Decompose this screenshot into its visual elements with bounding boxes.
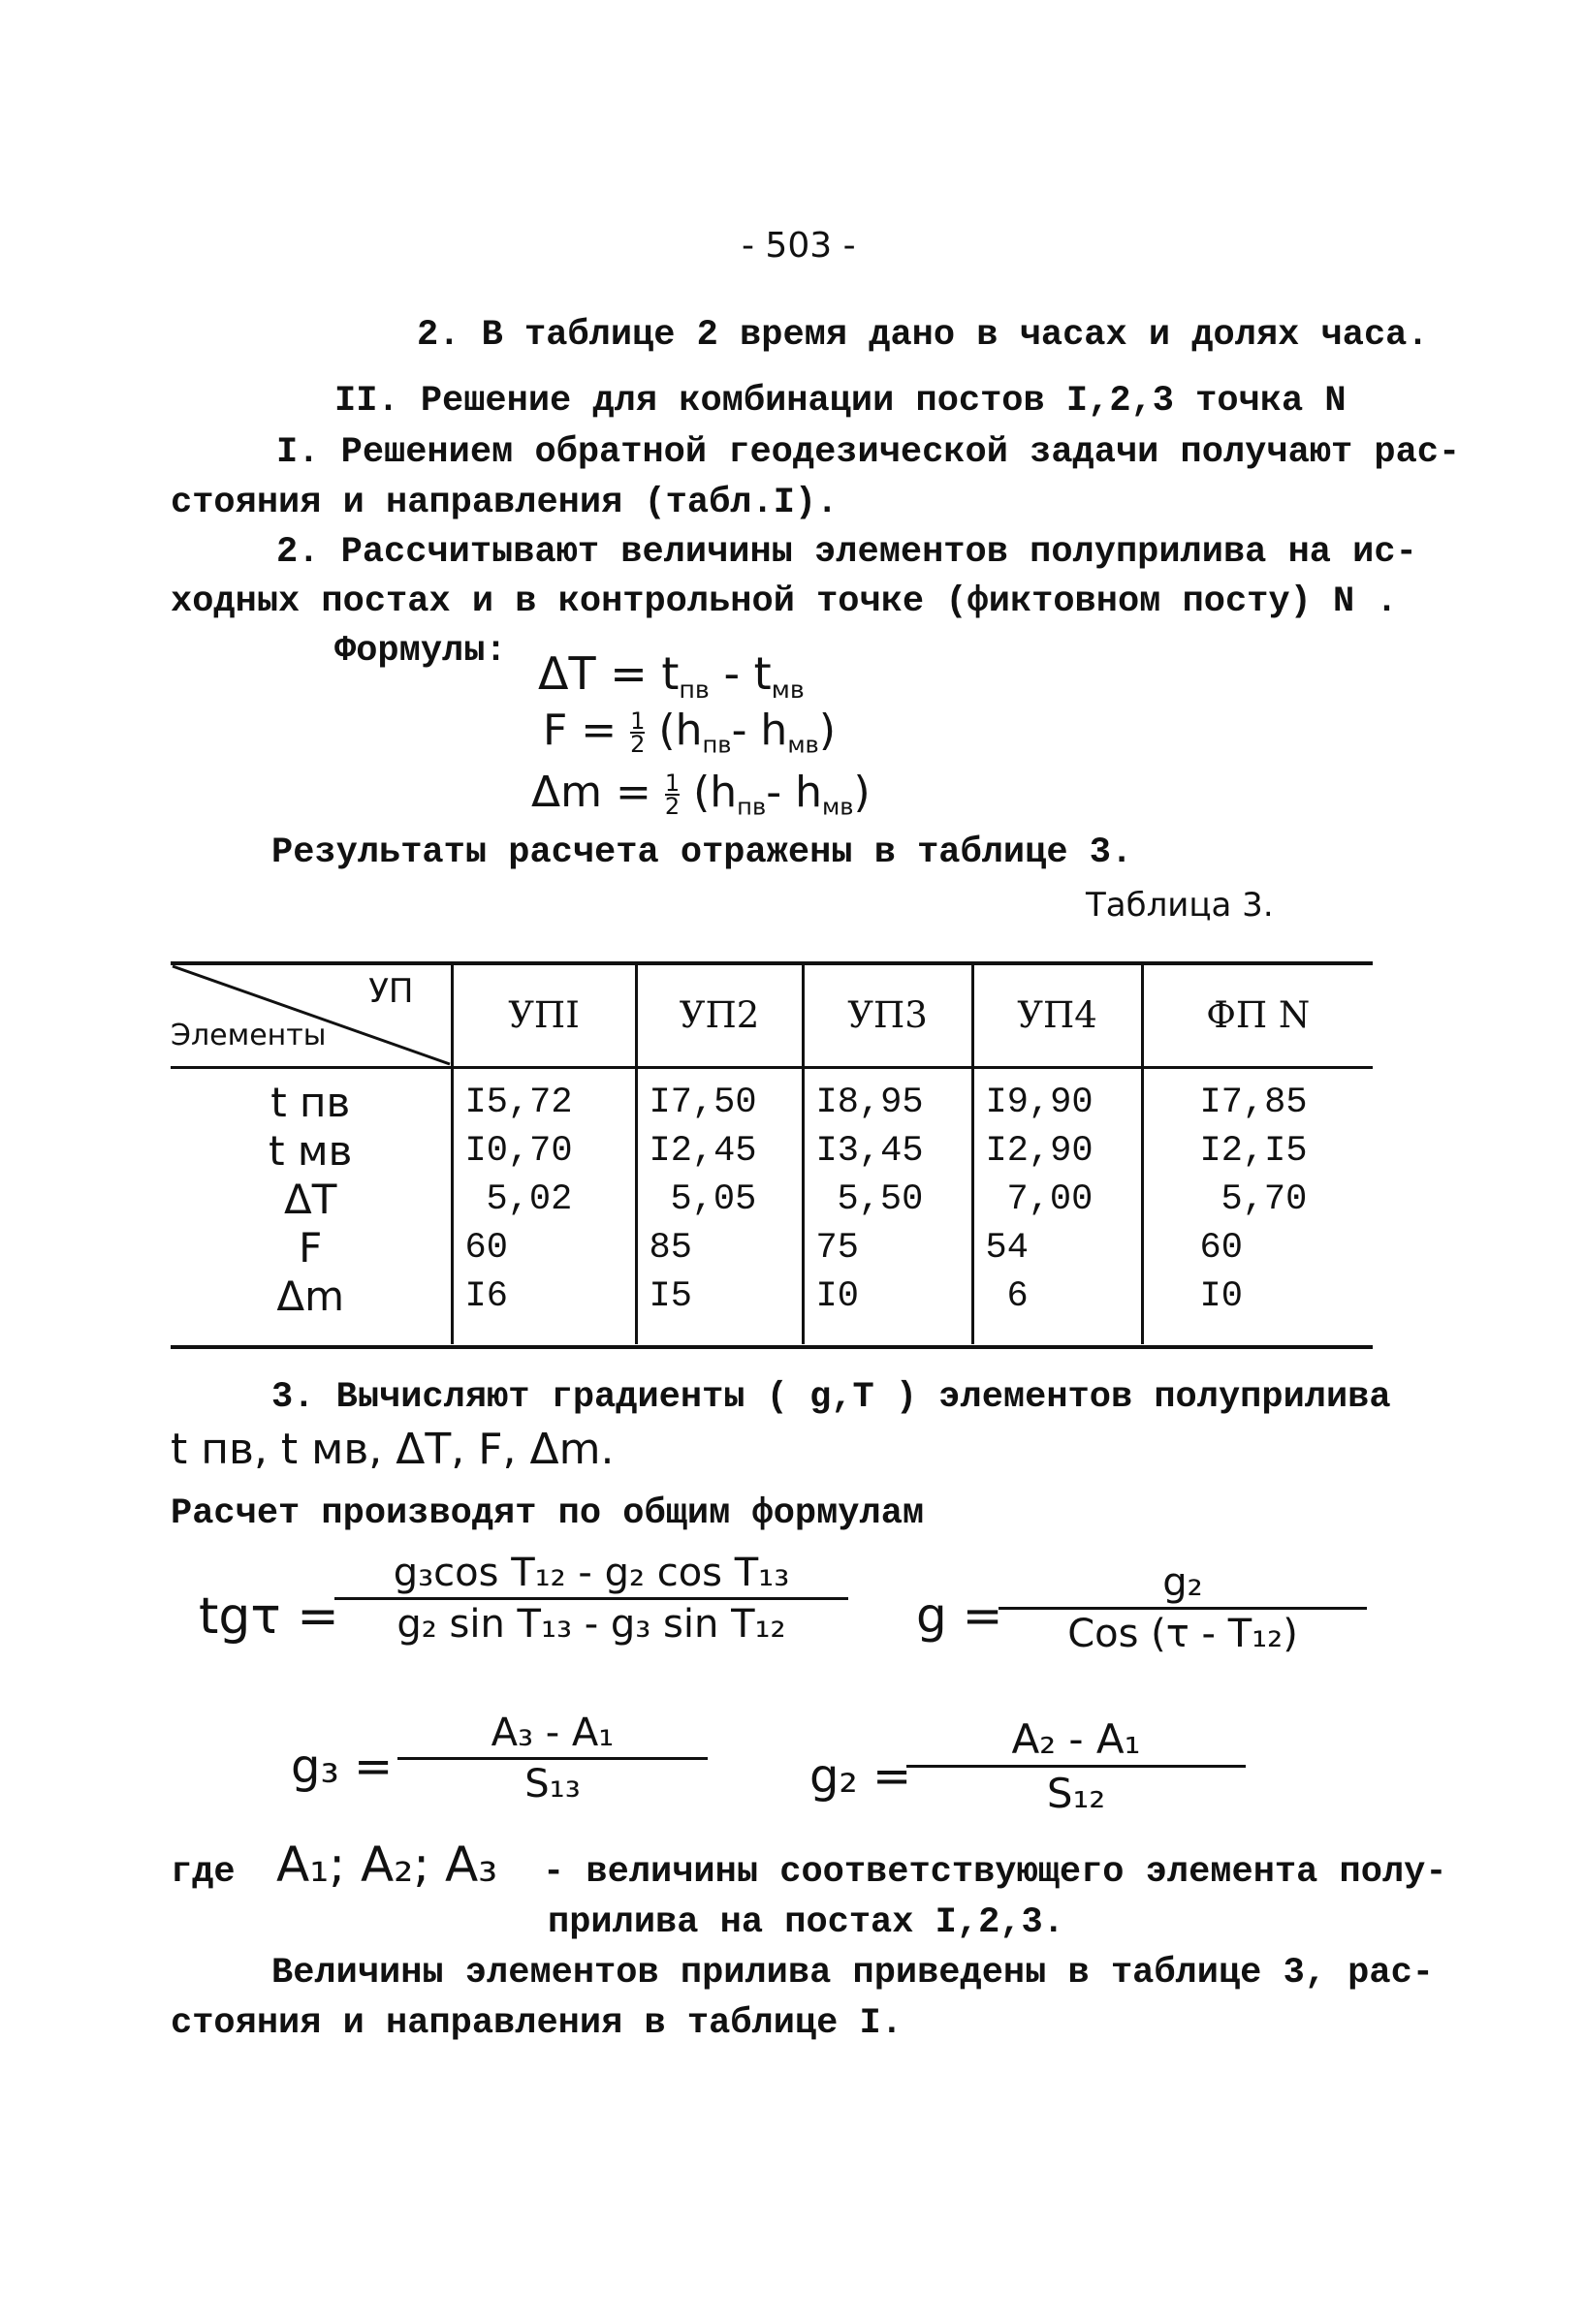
table-cell: 5,02 — [486, 1179, 573, 1220]
corner-label-top: УП — [368, 972, 414, 1011]
eq-tg-lhs: tgτ = — [199, 1587, 339, 1646]
paragraph-time-note: 2. В таблице 2 время дано в часах и долях часа. — [417, 315, 1429, 356]
paragraph-step3-line1: 3. Вычисляют градиенты ( g,T ) элементов полуприлива — [271, 1377, 1391, 1418]
table-cell: I6 — [464, 1276, 508, 1317]
row-label: F — [299, 1224, 323, 1272]
table-cell: I0 — [1199, 1276, 1243, 1317]
col-values-fpn — [1142, 1068, 1373, 1344]
table-cell: I7,50 — [649, 1083, 757, 1123]
table-cell: 60 — [1199, 1228, 1243, 1269]
row-label: t пв — [270, 1079, 351, 1126]
table-caption: Таблица 3. — [1086, 886, 1274, 925]
row-label: Δm — [276, 1272, 345, 1320]
table-header-col: ФП N — [1142, 964, 1373, 1068]
formula-delta-t: $\Delta T = t_{пв} - t_{мв}$ — [538, 647, 805, 704]
table-cell: 7,00 — [1006, 1179, 1094, 1220]
table-cell: 75 — [815, 1228, 859, 1269]
eq-g3-numerator: A₃ - A₁ — [491, 1711, 615, 1755]
where-variables: A₁; A₂; A₃ — [276, 1837, 498, 1893]
col-values-up4 — [972, 1068, 1142, 1344]
formula-delta-m: $\Delta m = \frac{1}{2}$ ($h_{пв}-$ $h_{мв}$) — [531, 768, 871, 821]
eq-tg-numerator: g₃cos T₁₂ - g₂ cos T₁₃ — [393, 1551, 790, 1595]
eq-g2-lhs: g₂ = — [809, 1749, 912, 1804]
table-cell: 6 — [1006, 1276, 1029, 1317]
eq-g2-fraction — [906, 1715, 1246, 1817]
eq-g3-lhs: g₃ = — [291, 1740, 394, 1794]
row-label: t мв — [269, 1127, 353, 1175]
table-cell: I8,95 — [815, 1083, 924, 1123]
corner-label-bottom: Элементы — [171, 1019, 327, 1052]
table-cell: 5,70 — [1220, 1179, 1308, 1220]
table-header-col: УП2 — [636, 964, 803, 1068]
table-corner-cell — [171, 964, 452, 1068]
table-cell: I2,I5 — [1199, 1131, 1308, 1172]
paragraph-step1-line1: I. Решением обратной геодезической задачи получают рас- — [276, 432, 1461, 473]
col-values-up3 — [803, 1068, 972, 1344]
eq-g3-denominator: S₁₃ — [524, 1762, 581, 1806]
paragraph-final-line2: стояния и направления в таблице I. — [171, 2003, 903, 2044]
paragraph-final-line1: Величины элементов прилива приведены в таблице 3, рас- — [271, 1953, 1434, 1994]
eq-g2-numerator: A₂ - A₁ — [1011, 1715, 1141, 1763]
table-cell: I9,90 — [985, 1083, 1094, 1123]
paragraph-step1-line2: стояния и направления (табл.I). — [171, 483, 839, 523]
page-number: - 503 - — [742, 226, 856, 266]
eq-g-lhs: g = — [916, 1587, 1003, 1644]
where-label: где — [171, 1852, 236, 1893]
table-cell: I5,72 — [464, 1083, 573, 1123]
table-cell: 85 — [649, 1228, 692, 1269]
eq-g3-fraction — [397, 1711, 708, 1806]
table-header-col: УПI — [452, 964, 636, 1068]
eq-g-denominator: Cos (τ - T₁₂) — [1067, 1612, 1298, 1656]
table-bottom-rule — [171, 1345, 1373, 1349]
eq-g-numerator: g₂ — [1162, 1560, 1203, 1605]
table-cell: 54 — [985, 1228, 1029, 1269]
table-header-col: УП3 — [803, 964, 972, 1068]
elements-table — [171, 964, 1373, 1344]
eq-tg-denominator: g₂ sin T₁₃ - g₃ sin T₁₂ — [396, 1602, 786, 1647]
row-label: ΔT — [284, 1176, 337, 1223]
table-header-col: УП4 — [972, 964, 1142, 1068]
table-cell: 60 — [464, 1228, 508, 1269]
table-cell: I2,45 — [649, 1131, 757, 1172]
col-values-up2 — [636, 1068, 803, 1344]
table-cell: I5 — [649, 1276, 692, 1317]
formula-f: $F = \frac{1}{2}$ ($h_{пв}-$ $h_{мв}$) — [543, 706, 836, 759]
table-cell: 5,50 — [837, 1179, 924, 1220]
section-heading: II. Решение для комбинации постов I,2,3 точка N — [334, 381, 1347, 422]
eq-tg-fraction — [334, 1551, 848, 1647]
where-description-line1: - величины соответствующего элемента полу- — [543, 1852, 1447, 1893]
formulas-label: Формулы: — [334, 631, 507, 672]
results-text: Результаты расчета отражены в таблице 3. — [271, 832, 1133, 873]
row-labels-cell — [171, 1068, 452, 1344]
paragraph-general-formulas: Расчет производят по общим формулам — [171, 1493, 925, 1534]
paragraph-step2-line1: 2. Рассчитывают величины элементов полуприлива на ис- — [276, 532, 1417, 573]
paragraph-step3-line2: t пв, t мв, ΔT, F, Δm. — [171, 1425, 615, 1474]
table-cell: I2,90 — [985, 1131, 1094, 1172]
table-cell: I0,70 — [464, 1131, 573, 1172]
table-cell: I7,85 — [1199, 1083, 1308, 1123]
paragraph-step2-line2: ходных постах и в контрольной точке (фиктовном посту) N . — [171, 581, 1398, 622]
col-values-up1 — [452, 1068, 636, 1344]
table-cell: 5,05 — [670, 1179, 757, 1220]
eq-g-fraction — [999, 1560, 1367, 1656]
where-description-line2: прилива на постах I,2,3. — [548, 1902, 1064, 1943]
eq-g2-denominator: S₁₂ — [1046, 1770, 1106, 1817]
table-cell: I0 — [815, 1276, 859, 1317]
table-cell: I3,45 — [815, 1131, 924, 1172]
